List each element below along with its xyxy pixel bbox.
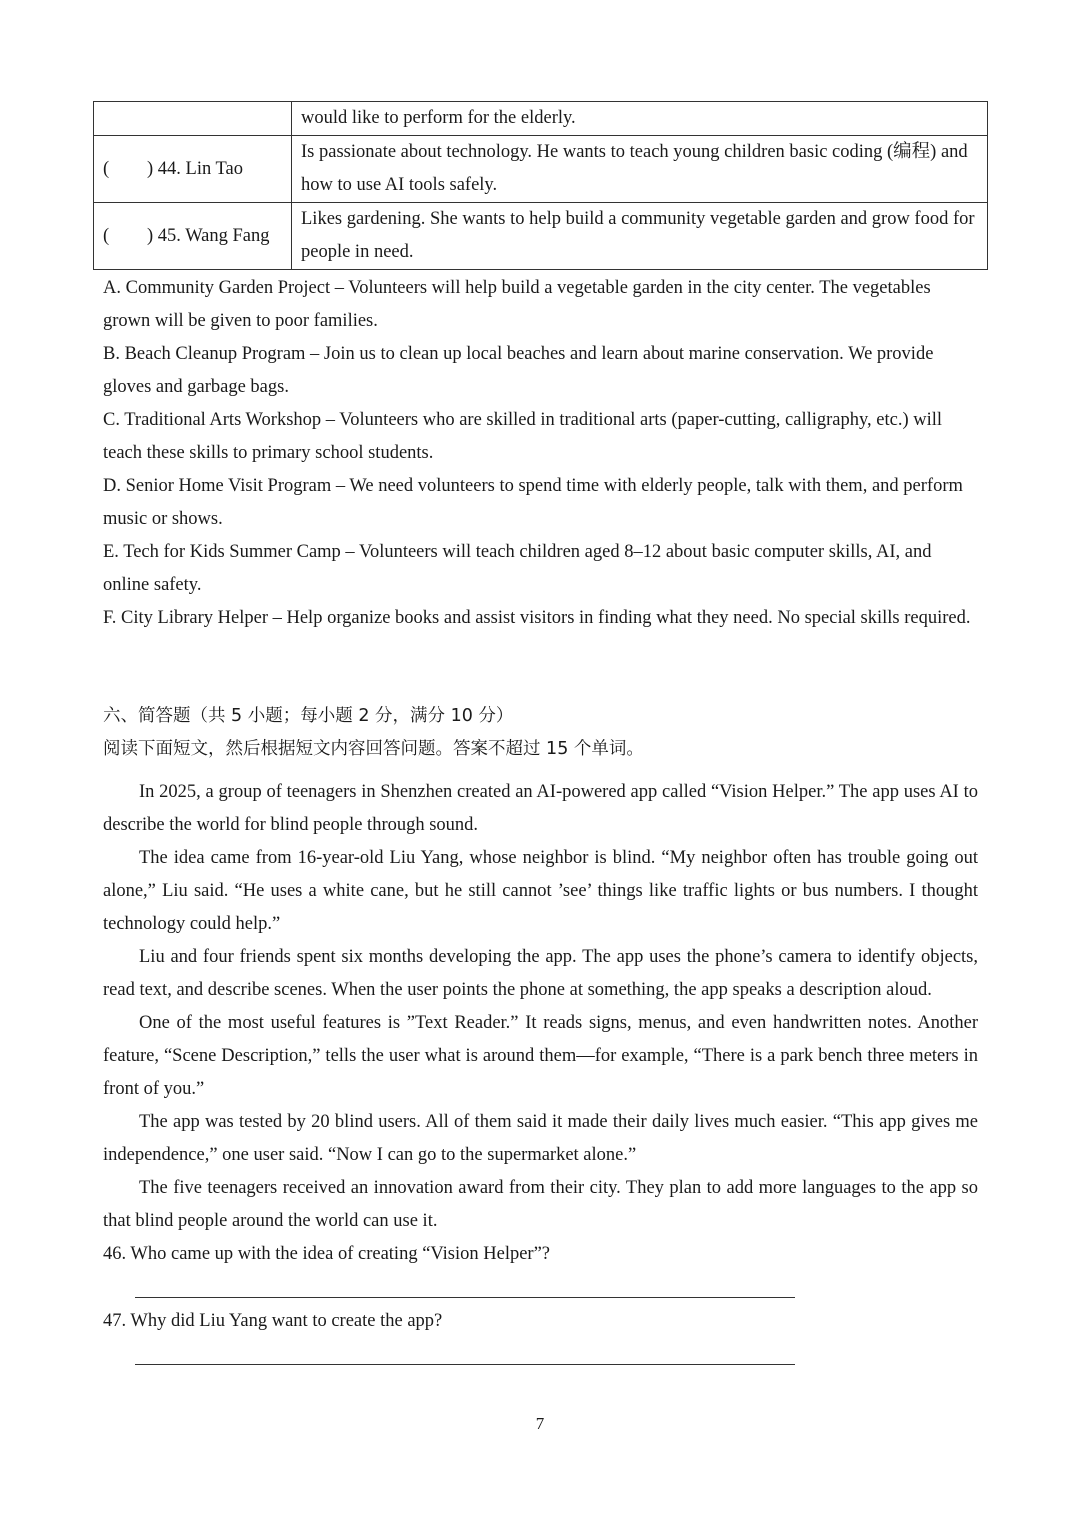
question-47: 47. Why did Liu Yang want to create the app? [103, 1311, 443, 1331]
table-cell-person [94, 136, 292, 203]
answer-line[interactable] [103, 1271, 978, 1305]
answer-line[interactable] [103, 1338, 978, 1372]
table-cell-description: Is passionate about technology. He wants to teach young children basic coding (编程) and how to use AI tools safely. [292, 136, 988, 203]
passage-paragraph: In 2025, a group of teenagers in Shenzhen created an AI-powered app called “Vision Helper.” The app uses AI to describe the world for blind people through sound. [103, 782, 978, 835]
page-number: 7 [535, 1414, 545, 1433]
matching-table [93, 101, 988, 270]
option-item: B. Beach Cleanup Program – Join us to clean up local beaches and learn about marine conservation. We provide gloves and garbage bags. [103, 344, 934, 397]
passage-paragraph: The idea came from 16-year-old Liu Yang, whose neighbor is blind. “My neighbor often has trouble going out alone,” Liu said. “He uses a white cane, but he still cannot ’see’ things like traffic lights or bus numbers. I thought technology could help.” [103, 848, 978, 934]
person-label: ) 45. Wang Fang [147, 225, 270, 246]
option-list [103, 272, 978, 635]
passage-paragraph: The five teenagers received an innovation award from their city. They plan to add more languages to the app so that blind people around the world can use it. [103, 1178, 978, 1231]
passage-paragraph: The app was tested by 20 blind users. All of them said it made their daily lives much easier. “This app gives me independence,” one user said. “Now I can go to the supermarket alone.” [103, 1112, 978, 1165]
option-item: E. Tech for Kids Summer Camp – Volunteers will teach children aged 8–12 about basic computer skills, AI, and online safety. [103, 542, 932, 595]
table-row [94, 203, 988, 270]
table-cell-description: would like to perform for the elderly. [292, 102, 988, 136]
section-header [103, 700, 978, 766]
table-cell-description: Likes gardening. She wants to help build a community vegetable garden and grow food for people in need. [292, 203, 988, 270]
passage-paragraph: Liu and four friends spent six months developing the app. The app uses the phone’s camera to identify objects, read text, and describe scenes. When the user points the phone at something, the app speaks a description aloud. [103, 947, 978, 1000]
table-cell-person [94, 203, 292, 270]
option-item: C. Traditional Arts Workshop – Volunteers who are skilled in traditional arts (paper-cutting, calligraphy, etc.) will teach these skills to primary school students. [103, 410, 943, 463]
option-item: D. Senior Home Visit Program – We need volunteers to spend time with elderly people, talk with them, and perform music or shows. [103, 476, 963, 529]
answer-blank[interactable]: ( [103, 225, 110, 246]
section-title: 六、简答题（共 5 小题；每小题 2 分，满分 10 分） [103, 706, 514, 726]
option-item: F. City Library Helper – Help organize books and assist visitors in finding what they need. No special skills required. [103, 608, 971, 628]
section-instruction: 阅读下面短文，然后根据短文内容回答问题。答案不超过 15 个单词。 [103, 739, 644, 759]
table-cell-empty [94, 102, 292, 136]
passage-paragraph: One of the most useful features is ”Text Reader.” It reads signs, menus, and even handwritten notes. Another feature, “Scene Description,” tells the user what is around them—for example, “There is a park bench three meters in front of you.” [103, 1013, 978, 1099]
option-item: A. Community Garden Project – Volunteers will help build a vegetable garden in the city center. The vegetables grown will be given to poor families. [103, 278, 931, 331]
person-label: ) 44. Lin Tao [147, 158, 243, 179]
table-row [94, 102, 988, 136]
question-46: 46. Who came up with the idea of creating “Vision Helper”? [103, 1244, 551, 1264]
reading-passage [103, 776, 978, 1372]
table-row [94, 136, 988, 203]
answer-blank[interactable]: ( [103, 158, 110, 179]
